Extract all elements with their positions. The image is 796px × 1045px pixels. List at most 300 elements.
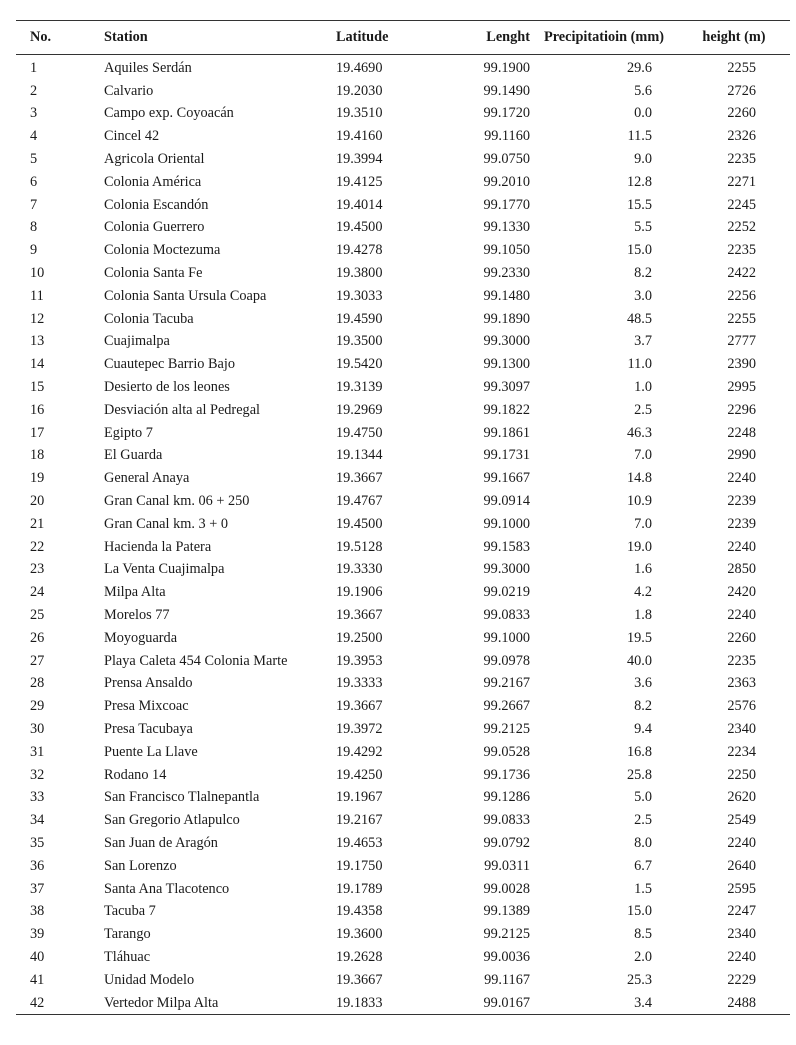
cell-station: San Lorenzo — [104, 857, 177, 874]
cell-length: 99.1167 — [484, 971, 530, 988]
cell-station: Gran Canal km. 06 + 250 — [104, 493, 250, 510]
cell-length: 99.1490 — [483, 82, 530, 99]
cell-latitude: 19.5128 — [336, 538, 383, 555]
header-latitude: Latitude — [336, 29, 389, 45]
cell-length: 99.1000 — [483, 515, 530, 532]
cell-latitude: 19.3333 — [336, 675, 383, 692]
cell-no: 30 — [30, 721, 45, 737]
cell-precipitation: 1.8 — [634, 607, 652, 624]
cell-length: 99.1822 — [483, 401, 530, 418]
cell-precipitation: 3.6 — [634, 675, 652, 692]
cell-length: 99.0978 — [483, 652, 530, 669]
cell-length: 99.1286 — [483, 789, 530, 806]
table-row — [16, 262, 790, 285]
cell-height: 2240 — [727, 470, 756, 487]
cell-precipitation: 8.0 — [634, 834, 652, 851]
cell-height: 2390 — [727, 356, 756, 373]
cell-height: 2995 — [727, 379, 756, 396]
cell-station: Colonia Moctezuma — [104, 242, 221, 259]
table-header — [16, 21, 790, 55]
cell-precipitation: 7.0 — [634, 447, 652, 464]
table-row — [16, 239, 790, 262]
cell-precipitation: 8.2 — [634, 698, 652, 715]
cell-precipitation: 2.0 — [634, 948, 652, 965]
cell-latitude: 19.4500 — [336, 515, 383, 532]
cell-no: 26 — [30, 629, 45, 646]
cell-latitude: 19.4125 — [336, 173, 383, 190]
cell-latitude: 19.4690 — [336, 59, 383, 76]
table-row — [16, 513, 790, 536]
document-page — [16, 20, 776, 1015]
cell-length: 99.1160 — [484, 128, 530, 145]
cell-length: 99.1890 — [483, 310, 530, 327]
cell-height: 2850 — [727, 561, 756, 578]
cell-station: Morelos 77 — [104, 607, 170, 624]
cell-height: 2990 — [727, 447, 756, 464]
header-no: No. — [30, 29, 52, 45]
cell-length: 99.2330 — [483, 265, 530, 282]
cell-station: San Francisco Tlalnepantla — [104, 789, 260, 806]
table-row — [16, 673, 790, 696]
cell-precipitation: 19.5 — [626, 629, 652, 646]
cell-height: 2340 — [727, 721, 756, 737]
stations-table — [16, 20, 790, 1015]
cell-station: El Guarda — [104, 447, 163, 464]
cell-no: 7 — [30, 196, 38, 213]
cell-no: 34 — [30, 812, 45, 829]
cell-no: 36 — [30, 857, 45, 874]
table-row — [16, 741, 790, 764]
cell-height: 2255 — [727, 310, 756, 327]
cell-station: Desviación alta al Pedregal — [104, 401, 261, 418]
cell-precipitation: 3.4 — [634, 994, 652, 1011]
table-row — [16, 308, 790, 331]
cell-latitude: 19.1967 — [336, 789, 383, 806]
cell-precipitation: 8.2 — [634, 265, 652, 282]
header-height: height (m) — [702, 29, 766, 45]
cell-no: 42 — [30, 994, 45, 1011]
cell-station: Agricola Oriental — [104, 151, 205, 168]
table-row — [16, 80, 790, 103]
cell-station: Cuautepec Barrio Bajo — [104, 356, 236, 373]
table-row — [16, 55, 790, 80]
cell-station: Rodano 14 — [104, 766, 167, 783]
cell-precipitation: 6.7 — [634, 857, 652, 874]
cell-length: 99.2125 — [483, 721, 530, 737]
cell-no: 4 — [30, 128, 38, 145]
cell-precipitation: 1.5 — [634, 880, 652, 897]
cell-station: Presa Mixcoac — [104, 698, 189, 715]
cell-precipitation: 2.5 — [634, 401, 652, 418]
cell-latitude: 19.4278 — [336, 242, 383, 259]
cell-height: 2271 — [727, 173, 756, 190]
table-row — [16, 923, 790, 946]
cell-height: 2255 — [727, 59, 756, 76]
table-row — [16, 376, 790, 399]
cell-precipitation: 19.0 — [626, 538, 652, 555]
table-row — [16, 581, 790, 604]
cell-precipitation: 12.8 — [626, 173, 652, 190]
cell-no: 12 — [30, 310, 45, 327]
cell-length: 99.0792 — [483, 834, 530, 851]
cell-precipitation: 11.0 — [627, 356, 652, 373]
cell-height: 2260 — [727, 105, 756, 122]
cell-precipitation: 4.2 — [634, 584, 652, 601]
cell-no: 10 — [30, 265, 45, 282]
cell-no: 3 — [30, 105, 38, 122]
table-row — [16, 900, 790, 923]
cell-latitude: 19.4292 — [336, 743, 383, 760]
cell-height: 2549 — [727, 812, 756, 829]
cell-height: 2240 — [727, 538, 756, 555]
cell-length: 99.0750 — [483, 151, 530, 168]
cell-length: 99.2667 — [483, 698, 530, 715]
cell-latitude: 19.3994 — [336, 151, 383, 168]
cell-station: Calvario — [104, 82, 154, 99]
cell-height: 2777 — [727, 333, 756, 350]
cell-length: 99.0167 — [483, 994, 530, 1011]
table-row — [16, 787, 790, 810]
cell-latitude: 19.4750 — [336, 424, 383, 441]
cell-height: 2240 — [727, 834, 756, 851]
cell-precipitation: 1.6 — [634, 561, 652, 578]
cell-length: 99.0028 — [483, 880, 530, 897]
cell-latitude: 19.4250 — [336, 766, 383, 783]
table-row — [16, 992, 790, 1015]
cell-no: 18 — [30, 447, 45, 464]
cell-no: 6 — [30, 173, 38, 190]
cell-station: Tláhuac — [104, 948, 151, 965]
cell-station: Vertedor Milpa Alta — [104, 994, 219, 1011]
cell-no: 21 — [30, 515, 45, 532]
cell-height: 2239 — [727, 515, 756, 532]
cell-latitude: 19.3510 — [336, 105, 383, 122]
cell-length: 99.1861 — [483, 424, 530, 441]
table-row — [16, 855, 790, 878]
cell-station: Colonia América — [104, 173, 202, 190]
cell-latitude: 19.3667 — [336, 470, 383, 487]
cell-latitude: 19.3972 — [336, 721, 383, 737]
cell-latitude: 19.4653 — [336, 834, 383, 851]
cell-latitude: 19.4500 — [336, 219, 383, 236]
cell-length: 99.1389 — [483, 903, 530, 920]
table-row — [16, 490, 790, 513]
cell-station: Presa Tacubaya — [104, 721, 193, 737]
table-row — [16, 695, 790, 718]
cell-length: 99.1583 — [483, 538, 530, 555]
cell-height: 2296 — [727, 401, 756, 418]
cell-precipitation: 15.0 — [626, 903, 652, 920]
cell-no: 33 — [30, 789, 45, 806]
table-row — [16, 832, 790, 855]
cell-station: La Venta Cuajimalpa — [104, 561, 225, 578]
cell-length: 99.3097 — [483, 379, 530, 396]
cell-height: 2245 — [727, 196, 756, 213]
cell-precipitation: 40.0 — [626, 652, 652, 669]
cell-height: 2256 — [727, 287, 756, 304]
cell-station: San Gregorio Atlapulco — [104, 812, 240, 829]
table-row — [16, 445, 790, 468]
cell-station: Tarango — [104, 926, 151, 943]
cell-latitude: 19.2628 — [336, 948, 383, 965]
cell-no: 41 — [30, 971, 45, 988]
cell-length: 99.1667 — [483, 470, 530, 487]
cell-height: 2250 — [727, 766, 756, 783]
cell-latitude: 19.1906 — [336, 584, 383, 601]
table-row — [16, 627, 790, 650]
cell-no: 8 — [30, 219, 38, 236]
cell-no: 16 — [30, 401, 45, 418]
cell-latitude: 19.4014 — [336, 196, 383, 213]
cell-height: 2363 — [727, 675, 756, 692]
cell-latitude: 19.3033 — [336, 287, 383, 304]
cell-precipitation: 16.8 — [626, 743, 652, 760]
cell-length: 99.0914 — [483, 493, 530, 510]
cell-station: Colonia Guerrero — [104, 219, 205, 236]
cell-height: 2422 — [727, 265, 756, 282]
header-row — [16, 21, 790, 55]
cell-station: Milpa Alta — [104, 584, 166, 601]
cell-length: 99.3000 — [483, 561, 530, 578]
cell-station: Tacuba 7 — [104, 903, 156, 920]
cell-station: Unidad Modelo — [104, 971, 195, 988]
cell-latitude: 19.4358 — [336, 903, 383, 920]
cell-no: 24 — [30, 584, 45, 601]
cell-precipitation: 0.0 — [634, 105, 652, 122]
cell-precipitation: 14.8 — [626, 470, 652, 487]
cell-height: 2340 — [727, 926, 756, 943]
cell-no: 31 — [30, 743, 45, 760]
cell-length: 99.1480 — [483, 287, 530, 304]
cell-length: 99.1736 — [483, 766, 530, 783]
cell-precipitation: 8.5 — [634, 926, 652, 943]
table-row — [16, 559, 790, 582]
cell-latitude: 19.3667 — [336, 698, 383, 715]
cell-latitude: 19.1789 — [336, 880, 383, 897]
cell-latitude: 19.3330 — [336, 561, 383, 578]
cell-latitude: 19.3667 — [336, 607, 383, 624]
cell-no: 1 — [30, 59, 38, 76]
cell-station: Egipto 7 — [104, 424, 153, 441]
cell-precipitation: 5.6 — [634, 82, 652, 99]
cell-length: 99.2010 — [483, 173, 530, 190]
cell-precipitation: 48.5 — [626, 310, 652, 327]
cell-length: 99.0833 — [483, 607, 530, 624]
cell-height: 2229 — [727, 971, 756, 988]
cell-height: 2252 — [727, 219, 756, 236]
table-row — [16, 946, 790, 969]
cell-no: 40 — [30, 948, 45, 965]
cell-length: 99.2125 — [483, 926, 530, 943]
cell-precipitation: 25.3 — [626, 971, 652, 988]
cell-no: 27 — [30, 652, 45, 669]
cell-precipitation: 5.5 — [634, 219, 652, 236]
table-row — [16, 969, 790, 992]
cell-latitude: 19.4767 — [336, 493, 383, 510]
cell-precipitation: 5.0 — [634, 789, 652, 806]
cell-height: 2326 — [727, 128, 756, 145]
cell-no: 39 — [30, 926, 45, 943]
cell-precipitation: 2.5 — [634, 812, 652, 829]
cell-latitude: 19.2969 — [336, 401, 383, 418]
cell-height: 2247 — [727, 903, 756, 920]
cell-no: 38 — [30, 903, 45, 920]
cell-precipitation: 7.0 — [634, 515, 652, 532]
cell-station: Gran Canal km. 3 + 0 — [104, 515, 229, 532]
cell-no: 5 — [30, 151, 38, 168]
cell-latitude: 19.2500 — [336, 629, 383, 646]
cell-station: Aquiles Serdán — [104, 59, 192, 76]
table-body — [16, 55, 790, 1015]
cell-station: Colonia Tacuba — [104, 310, 194, 327]
cell-station: Hacienda la Patera — [104, 538, 212, 555]
table-row — [16, 331, 790, 354]
cell-length: 99.1000 — [483, 629, 530, 646]
cell-length: 99.1900 — [483, 59, 530, 76]
cell-latitude: 19.1833 — [336, 994, 383, 1011]
cell-length: 99.0036 — [483, 948, 530, 965]
cell-height: 2420 — [727, 584, 756, 601]
cell-length: 99.1050 — [483, 242, 530, 259]
cell-station: Colonia Santa Ursula Coapa — [104, 287, 267, 304]
cell-height: 2640 — [727, 857, 756, 874]
cell-no: 29 — [30, 698, 45, 715]
cell-precipitation: 3.0 — [634, 287, 652, 304]
cell-station: Playa Caleta 454 Colonia Marte — [104, 652, 288, 669]
cell-height: 2488 — [727, 994, 756, 1011]
cell-length: 99.0311 — [484, 857, 530, 874]
cell-length: 99.0219 — [483, 584, 530, 601]
cell-latitude: 19.3600 — [336, 926, 383, 943]
cell-latitude: 19.4160 — [336, 128, 383, 145]
cell-no: 25 — [30, 607, 45, 624]
cell-height: 2234 — [727, 743, 756, 760]
cell-height: 2235 — [727, 652, 756, 669]
table-row — [16, 125, 790, 148]
cell-station: Moyoguarda — [104, 629, 178, 646]
table-row — [16, 217, 790, 240]
table-row — [16, 718, 790, 741]
table-row — [16, 399, 790, 422]
cell-precipitation: 10.9 — [626, 493, 652, 510]
cell-latitude: 19.2167 — [336, 812, 383, 829]
cell-no: 37 — [30, 880, 45, 897]
cell-precipitation: 3.7 — [634, 333, 652, 350]
cell-height: 2240 — [727, 948, 756, 965]
cell-no: 13 — [30, 333, 45, 350]
cell-height: 2235 — [727, 242, 756, 259]
cell-latitude: 19.3953 — [336, 652, 383, 669]
table-row — [16, 878, 790, 901]
cell-no: 35 — [30, 834, 45, 851]
cell-station: Prensa Ansaldo — [104, 675, 193, 692]
table-row — [16, 285, 790, 308]
cell-latitude: 19.1344 — [336, 447, 383, 464]
cell-station: Colonia Santa Fe — [104, 265, 203, 282]
cell-no: 17 — [30, 424, 45, 441]
cell-precipitation: 15.5 — [626, 196, 652, 213]
cell-length: 99.1720 — [483, 105, 530, 122]
cell-length: 99.2167 — [483, 675, 530, 692]
cell-height: 2240 — [727, 607, 756, 624]
cell-no: 20 — [30, 493, 45, 510]
table-row — [16, 764, 790, 787]
cell-no: 2 — [30, 82, 38, 99]
cell-no: 23 — [30, 561, 45, 578]
header-precipitation: Precipitatioin (mm) — [543, 29, 665, 45]
cell-latitude: 19.3800 — [336, 265, 383, 282]
table-row — [16, 422, 790, 445]
cell-station: Colonia Escandón — [104, 196, 209, 213]
cell-no: 14 — [30, 356, 45, 373]
cell-precipitation: 11.5 — [627, 128, 652, 145]
cell-precipitation: 1.0 — [634, 379, 652, 396]
table-row — [16, 604, 790, 627]
cell-no: 28 — [30, 675, 45, 692]
cell-height: 2260 — [727, 629, 756, 646]
cell-precipitation: 46.3 — [626, 424, 652, 441]
cell-no: 11 — [30, 287, 44, 304]
cell-station: Cincel 42 — [104, 128, 160, 145]
cell-length: 99.1300 — [483, 356, 530, 373]
cell-height: 2620 — [727, 789, 756, 806]
cell-length: 99.0833 — [483, 812, 530, 829]
cell-length: 99.1731 — [483, 447, 530, 464]
table-row — [16, 809, 790, 832]
cell-precipitation: 9.0 — [634, 151, 652, 168]
table-row — [16, 353, 790, 376]
table-row — [16, 536, 790, 559]
table-row — [16, 650, 790, 673]
table-row — [16, 194, 790, 217]
cell-latitude: 19.2030 — [336, 82, 383, 99]
cell-height: 2239 — [727, 493, 756, 510]
cell-no: 22 — [30, 538, 45, 555]
table-row — [16, 467, 790, 490]
cell-station: General Anaya — [104, 470, 190, 487]
cell-precipitation: 29.6 — [626, 59, 652, 76]
cell-precipitation: 9.4 — [634, 721, 652, 737]
cell-latitude: 19.3139 — [336, 379, 383, 396]
cell-latitude: 19.3500 — [336, 333, 383, 350]
cell-precipitation: 25.8 — [626, 766, 652, 783]
table-row — [16, 103, 790, 126]
cell-station: San Juan de Aragón — [104, 834, 218, 851]
cell-length: 99.0528 — [483, 743, 530, 760]
cell-height: 2248 — [727, 424, 756, 441]
cell-station: Cuajimalpa — [104, 333, 170, 350]
cell-no: 15 — [30, 379, 45, 396]
cell-no: 19 — [30, 470, 45, 487]
cell-latitude: 19.4590 — [336, 310, 383, 327]
cell-station: Desierto de los leones — [104, 379, 230, 396]
cell-station: Campo exp. Coyoacán — [104, 105, 234, 122]
cell-no: 32 — [30, 766, 45, 783]
cell-height: 2235 — [727, 151, 756, 168]
cell-height: 2726 — [727, 82, 756, 99]
cell-latitude: 19.3667 — [336, 971, 383, 988]
cell-station: Santa Ana Tlacotenco — [104, 880, 230, 897]
cell-length: 99.3000 — [483, 333, 530, 350]
cell-latitude: 19.1750 — [336, 857, 383, 874]
table-row — [16, 171, 790, 194]
cell-length: 99.1770 — [483, 196, 530, 213]
header-length: Lenght — [486, 29, 530, 45]
cell-station: Puente La Llave — [104, 743, 198, 760]
cell-height: 2595 — [727, 880, 756, 897]
header-station: Station — [104, 29, 148, 45]
cell-length: 99.1330 — [483, 219, 530, 236]
